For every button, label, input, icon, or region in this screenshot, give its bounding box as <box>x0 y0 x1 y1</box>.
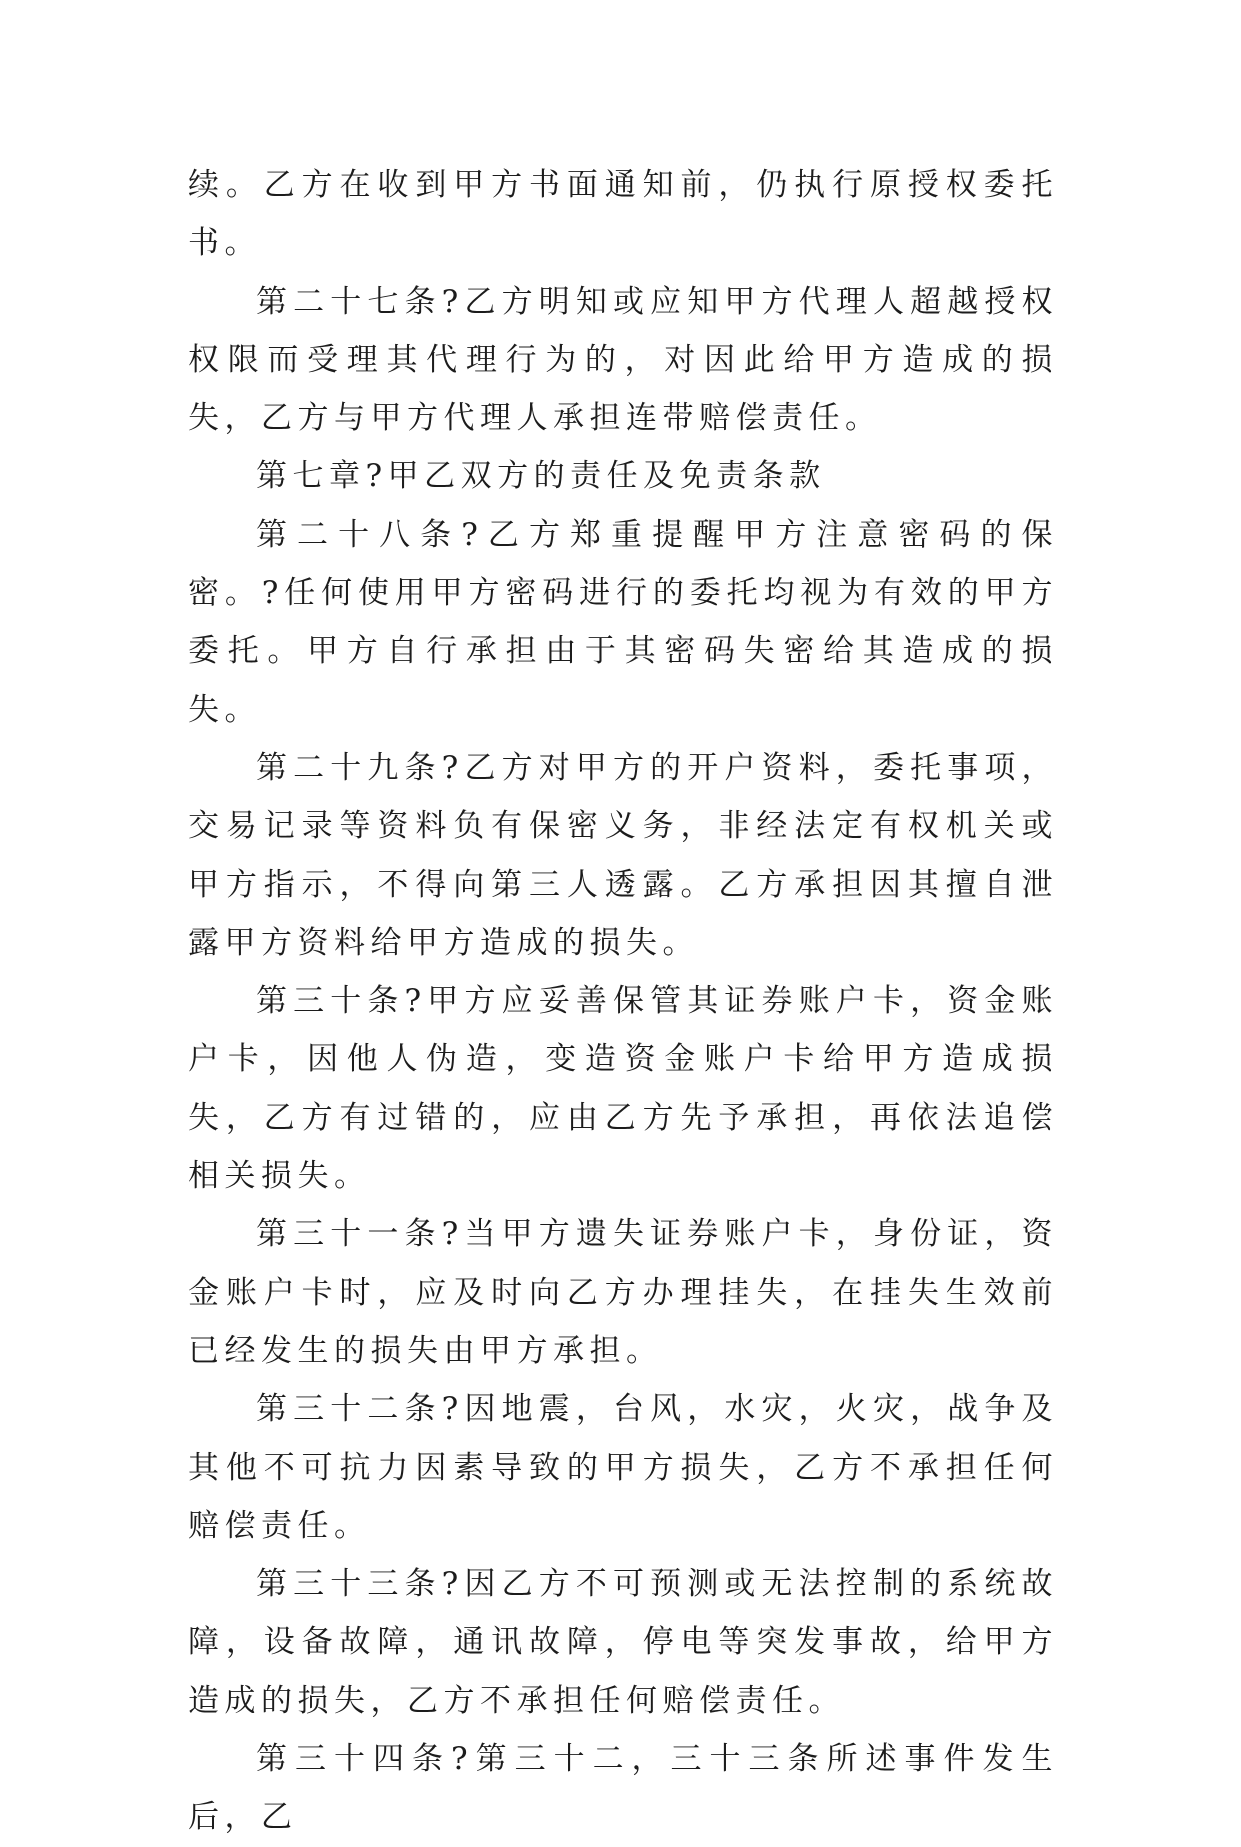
paragraph-article-31: 第三十一条?当甲方遗失证券账户卡，身份证，资金账户卡时，应及时向乙方办理挂失，在挂失生效前已经发生的损失由甲方承担。 <box>188 1216 1058 1369</box>
paragraph-article-27: 第二十七条?乙方明知或应知甲方代理人超越授权权限而受理其代理行为的，对因此给甲方造成的损失，乙方与甲方代理人承担连带赔偿责任。 <box>188 283 1058 437</box>
paragraph-article-29: 第二十九条?乙方对甲方的开户资料，委托事项，交易记录等资料负有保密义务，非经法定有权机关或甲方指示，不得向第三人透露。乙方承担因其擅自泄露甲方资料给甲方造成的损失。 <box>188 749 1058 961</box>
paragraph-article-30: 第三十条?甲方应妥善保管其证券账户卡，资金账户卡，因他人伪造，变造资金账户卡给甲方造成损失，乙方有过错的，应由乙方先予承担，再依法追偿相关损失。 <box>188 983 1058 1195</box>
paragraph-article-28: 第二十八条?乙方郑重提醒甲方注意密码的保密。?任何使用甲方密码进行的委托均视为有效的甲方委托。甲方自行承担由于其密码失密给其造成的损失。 <box>188 516 1058 728</box>
paragraph-article-33: 第三十三条?因乙方不可预测或无法控制的系统故障，设备故障，通讯故障，停电等突发事故，给甲方造成的损失，乙方不承担任何赔偿责任。 <box>188 1566 1058 1719</box>
paragraph-article-32: 第三十二条?因地震，台风，水灾，火灾，战争及其他不可抗力因素导致的甲方损失，乙方不承担任何赔偿责任。 <box>188 1391 1058 1544</box>
paragraph-article-34: 第三十四条?第三十二，三十三条所述事件发生后，乙 <box>188 1741 1058 1836</box>
document-body <box>188 156 1058 1847</box>
chapter-7-heading: 第七章?甲乙双方的责任及免责条款 <box>256 458 826 495</box>
paragraph-continuation: 续。乙方在收到甲方书面通知前，仍执行原授权委托书。 <box>188 167 1058 262</box>
